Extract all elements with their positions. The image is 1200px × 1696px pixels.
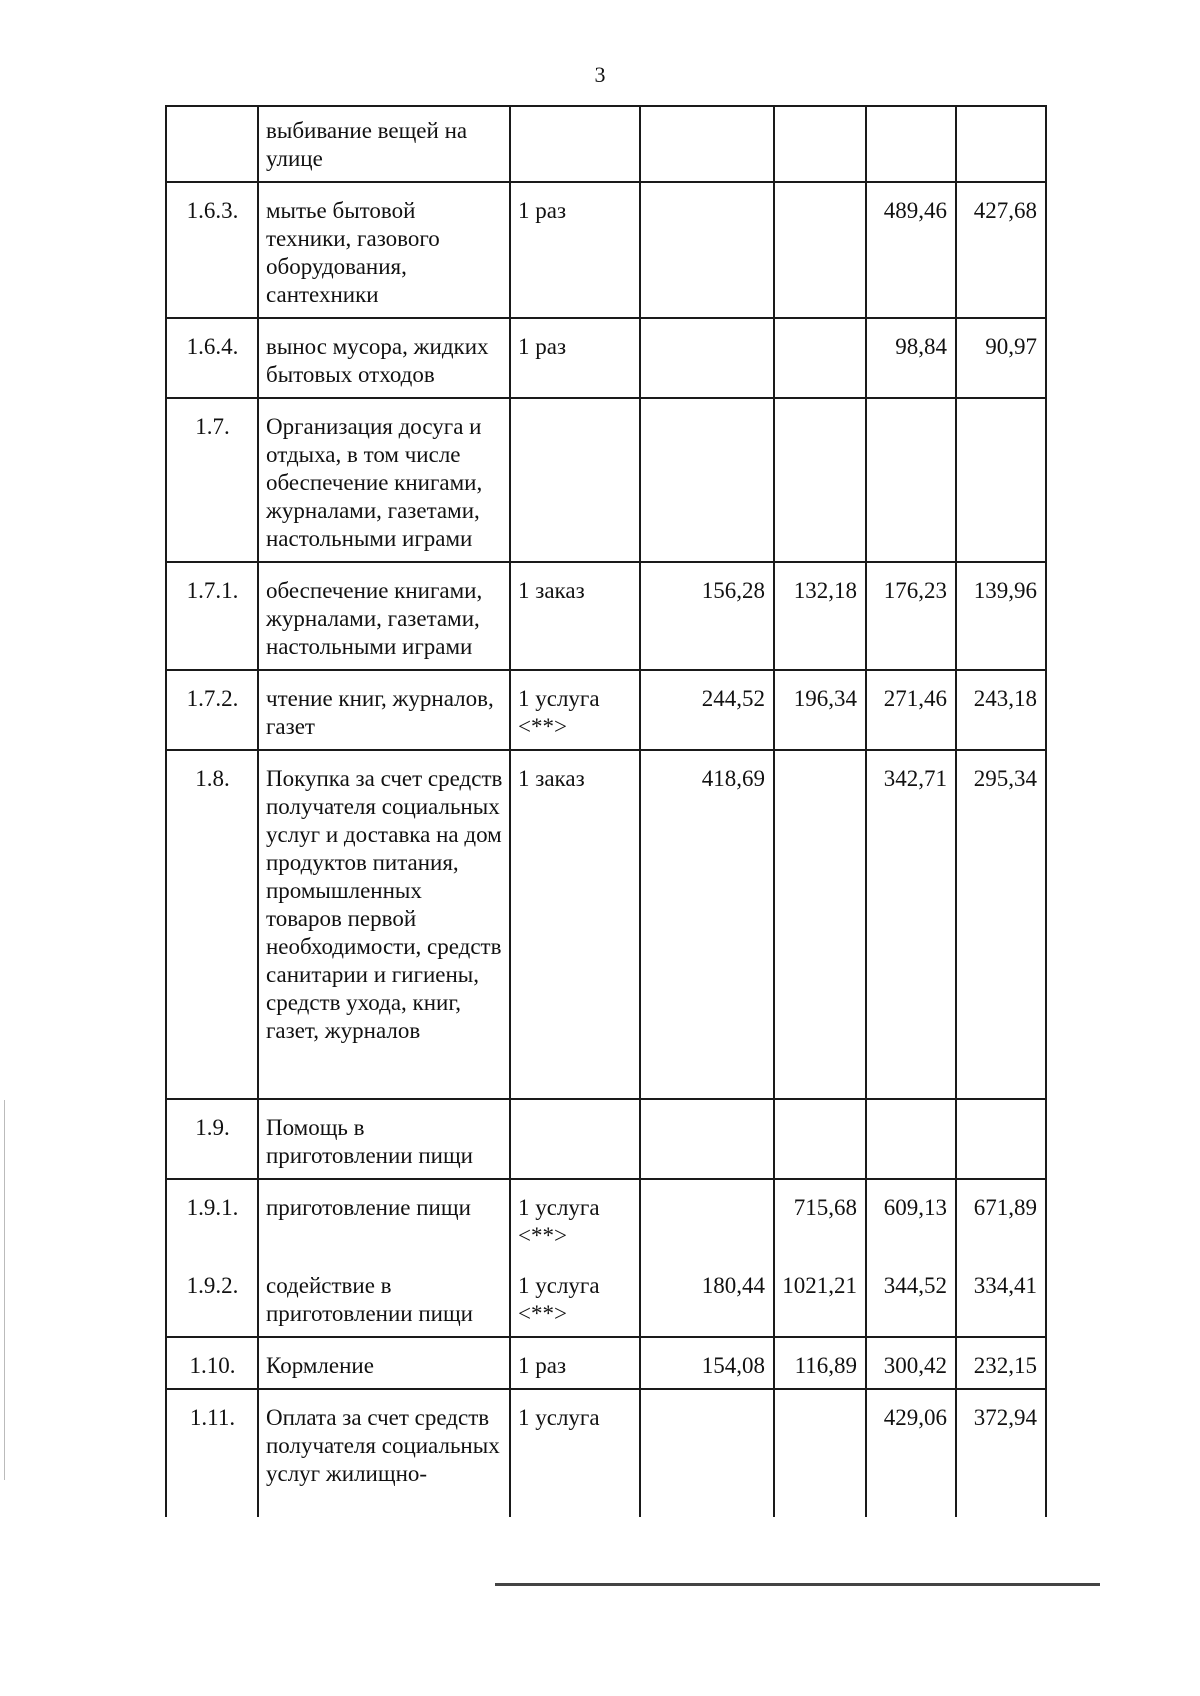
service-name: мытье бытовой техники, газового оборудования, сантехники	[258, 182, 510, 318]
row-number: 1.7.	[166, 398, 258, 562]
tariff-value-4	[956, 398, 1046, 562]
table-row	[166, 398, 1046, 562]
tariff-value-3: 300,42	[866, 1337, 956, 1389]
tariff-value-4: 232,15	[956, 1337, 1046, 1389]
table-row	[166, 1337, 1046, 1389]
service-name: выбивание вещей на улице	[258, 106, 510, 182]
tariff-value-1	[640, 106, 774, 182]
tariff-value-2	[774, 1389, 866, 1517]
service-unit: 1 раз	[510, 182, 640, 318]
service-unit: 1 услуга	[510, 1389, 640, 1517]
row-number: 1.6.4.	[166, 318, 258, 398]
service-unit: 1 раз	[510, 1337, 640, 1389]
tariff-value-1: 156,28	[640, 562, 774, 670]
tariff-value-2: 1021,21	[774, 1258, 866, 1337]
tariff-value-2	[774, 106, 866, 182]
table-row	[166, 562, 1046, 670]
tariff-value-3: 98,84	[866, 318, 956, 398]
row-number: 1.6.3.	[166, 182, 258, 318]
tariff-value-4: 243,18	[956, 670, 1046, 750]
table-row	[166, 1389, 1046, 1517]
tariff-value-2	[774, 398, 866, 562]
tariff-value-3: 609,13	[866, 1179, 956, 1258]
tariff-value-3: 271,46	[866, 670, 956, 750]
tariff-value-2	[774, 182, 866, 318]
scan-artifact-line	[495, 1583, 1100, 1586]
tariff-value-4	[956, 1099, 1046, 1179]
service-name: Оплата за счет средств получателя социальных услуг жилищно-	[258, 1389, 510, 1517]
service-name: Покупка за счет средств получателя социальных услуг и доставка на дом продуктов питания, промышленных товаров первой необходимости, средств санитарии и гигиены, средств ухода, книг, газет, журналов	[258, 750, 510, 1099]
service-unit	[510, 106, 640, 182]
tariff-value-3: 489,46	[866, 182, 956, 318]
tariff-value-2: 715,68	[774, 1179, 866, 1258]
page-number: 3	[594, 62, 606, 87]
tariff-value-4: 90,97	[956, 318, 1046, 398]
tariff-value-1: 154,08	[640, 1337, 774, 1389]
row-number: 1.9.2.	[166, 1258, 258, 1337]
service-name: Кормление	[258, 1337, 510, 1389]
tariff-value-3: 342,71	[866, 750, 956, 1099]
row-number: 1.9.1.	[166, 1179, 258, 1258]
tariff-value-1	[640, 1099, 774, 1179]
tariff-value-3: 429,06	[866, 1389, 956, 1517]
table-row	[166, 750, 1046, 1099]
tariff-value-4: 295,34	[956, 750, 1046, 1099]
tariff-value-1: 180,44	[640, 1258, 774, 1337]
service-name: вынос мусора, жидких бытовых отходов	[258, 318, 510, 398]
table-row	[166, 1099, 1046, 1179]
tariff-value-3: 176,23	[866, 562, 956, 670]
service-unit	[510, 1099, 640, 1179]
tariff-value-3	[866, 1099, 956, 1179]
row-number	[166, 106, 258, 182]
scan-edge-mark	[4, 1100, 5, 1480]
tariff-value-1: 244,52	[640, 670, 774, 750]
tariff-value-1	[640, 1179, 774, 1258]
table-row	[166, 1258, 1046, 1337]
tariff-value-2	[774, 1099, 866, 1179]
row-number: 1.8.	[166, 750, 258, 1099]
services-table	[165, 105, 1047, 1517]
tariff-value-1	[640, 1389, 774, 1517]
tariff-value-2: 132,18	[774, 562, 866, 670]
table-row	[166, 1179, 1046, 1258]
tariff-value-2: 196,34	[774, 670, 866, 750]
tariff-value-1	[640, 182, 774, 318]
table-row	[166, 182, 1046, 318]
service-name: приготовление пищи	[258, 1179, 510, 1258]
service-unit	[510, 398, 640, 562]
service-unit: 1 заказ	[510, 750, 640, 1099]
tariff-value-3	[866, 106, 956, 182]
tariff-value-2	[774, 750, 866, 1099]
table-row	[166, 670, 1046, 750]
service-unit: 1 услуга <**>	[510, 1179, 640, 1258]
service-unit: 1 услуга <**>	[510, 1258, 640, 1337]
service-name: содействие в приготовлении пищи	[258, 1258, 510, 1337]
row-number: 1.11.	[166, 1389, 258, 1517]
service-name: Помощь в приготовлении пищи	[258, 1099, 510, 1179]
tariff-value-2: 116,89	[774, 1337, 866, 1389]
tariff-value-4: 334,41	[956, 1258, 1046, 1337]
table-row	[166, 106, 1046, 182]
tariff-value-2	[774, 318, 866, 398]
row-number: 1.10.	[166, 1337, 258, 1389]
service-name: чтение книг, журналов, газет	[258, 670, 510, 750]
tariff-value-1	[640, 398, 774, 562]
tariff-value-4: 139,96	[956, 562, 1046, 670]
row-number: 1.7.2.	[166, 670, 258, 750]
table-row	[166, 318, 1046, 398]
service-unit: 1 раз	[510, 318, 640, 398]
tariff-value-4	[956, 106, 1046, 182]
service-unit: 1 услуга <**>	[510, 670, 640, 750]
tariff-value-4: 427,68	[956, 182, 1046, 318]
service-name: обеспечение книгами, журналами, газетами, настольными играми	[258, 562, 510, 670]
tariff-value-1: 418,69	[640, 750, 774, 1099]
row-number: 1.9.	[166, 1099, 258, 1179]
tariff-value-1	[640, 318, 774, 398]
tariff-value-3: 344,52	[866, 1258, 956, 1337]
tariff-value-4: 671,89	[956, 1179, 1046, 1258]
tariff-value-3	[866, 398, 956, 562]
row-number: 1.7.1.	[166, 562, 258, 670]
service-name: Организация досуга и отдыха, в том числе обеспечение книгами, журналами, газетами, настольными играми	[258, 398, 510, 562]
tariff-value-4: 372,94	[956, 1389, 1046, 1517]
service-unit: 1 заказ	[510, 562, 640, 670]
